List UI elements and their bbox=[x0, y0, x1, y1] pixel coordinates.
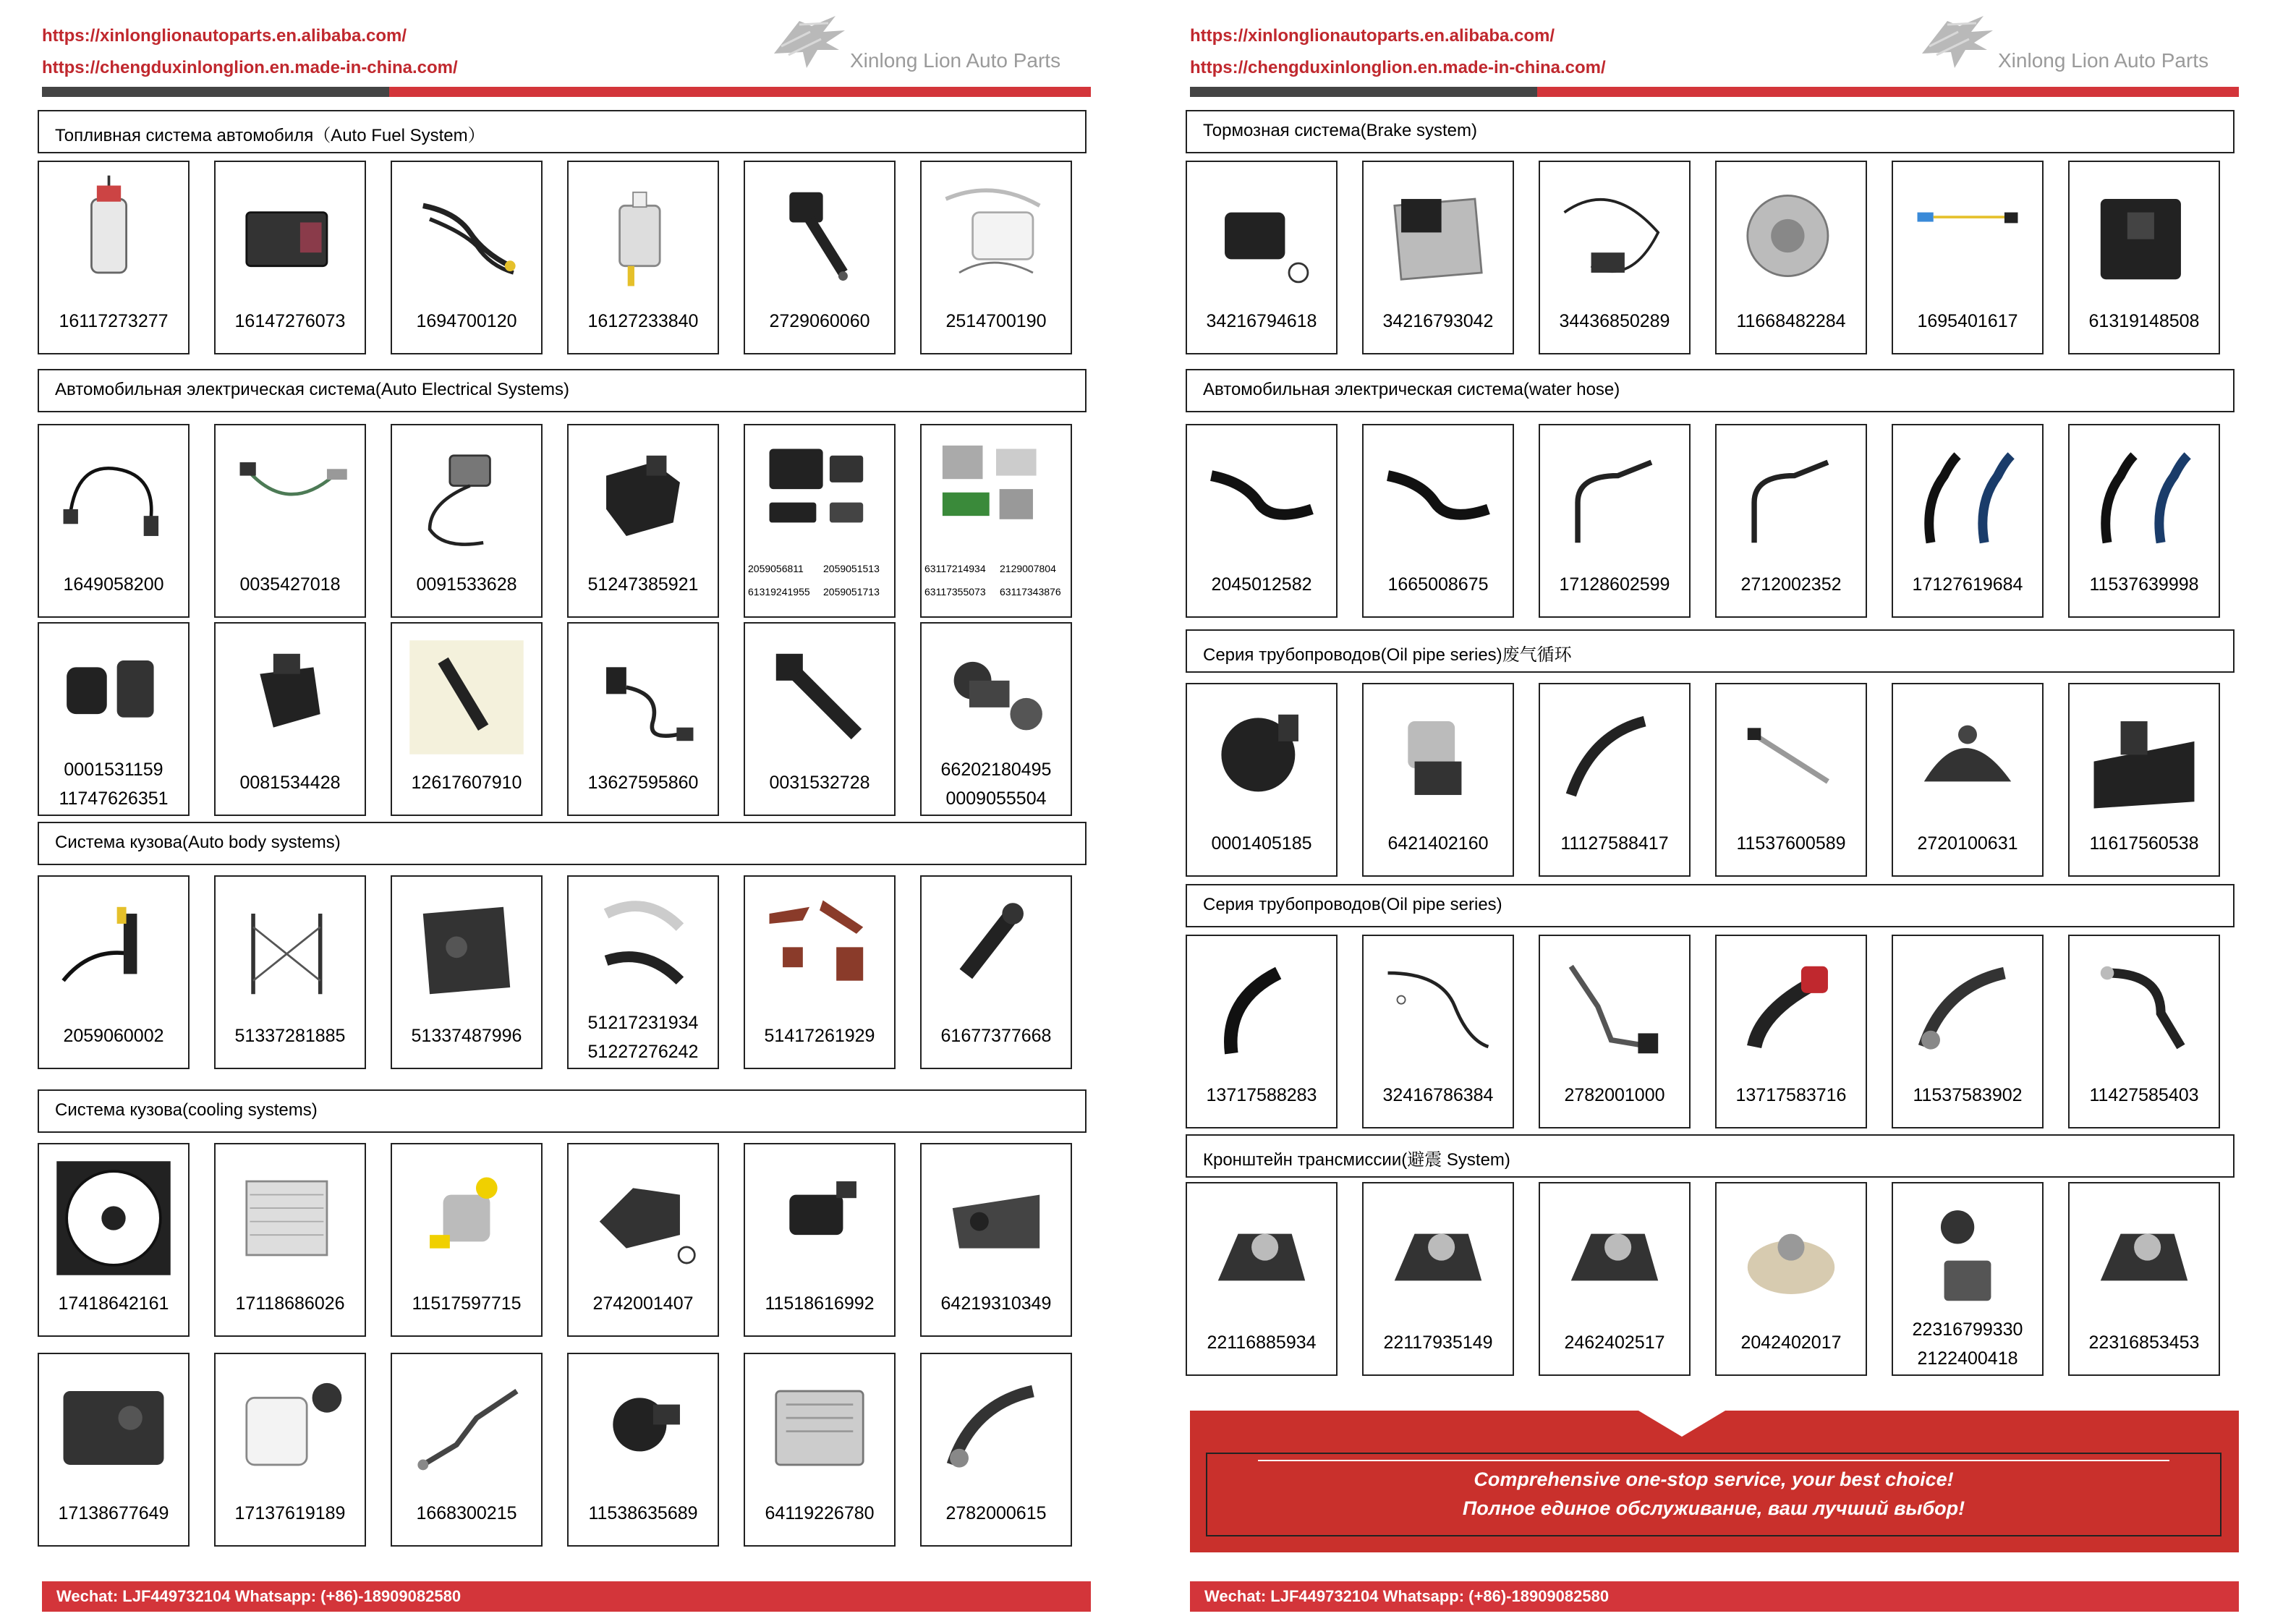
header-divider bbox=[42, 87, 1091, 97]
part-number: 17418642161 bbox=[58, 1293, 169, 1314]
slogan-box bbox=[1206, 1453, 2221, 1536]
slogan-english: Comprehensive one-stop service, your best choice! bbox=[1474, 1468, 1954, 1490]
part-number: 11538635689 bbox=[588, 1503, 698, 1523]
product-card bbox=[1186, 161, 1338, 354]
parking-sensor-icon bbox=[932, 629, 1060, 765]
part-number: 2742001407 bbox=[592, 1293, 694, 1314]
product-card bbox=[1186, 935, 1338, 1128]
contact-text: Wechat: LJF449732104 Whatsapp: (+86)-18909082580 bbox=[1204, 1587, 1610, 1605]
part-number: 22117935149 bbox=[1383, 1332, 1493, 1353]
nox-sensor-icon bbox=[403, 431, 530, 567]
part-number: 0001531159 bbox=[64, 760, 163, 780]
product-card bbox=[567, 622, 719, 816]
part-number: 11747626351 bbox=[59, 788, 169, 809]
contact-text: Wechat: LJF449732104 Whatsapp: (+86)-18909082580 bbox=[56, 1587, 462, 1605]
part-number: 61319148508 bbox=[2088, 311, 2200, 331]
abs-sensor-icon bbox=[50, 431, 177, 567]
product-card bbox=[744, 1143, 896, 1337]
product-card bbox=[214, 424, 366, 618]
header-divider bbox=[1190, 87, 2239, 97]
part-number: 61677377668 bbox=[940, 1026, 1052, 1046]
part-number: 0001405185 bbox=[1211, 833, 1312, 854]
product-card bbox=[391, 1143, 543, 1337]
product-card bbox=[567, 424, 719, 618]
diverter-valve-icon bbox=[50, 629, 177, 765]
water-pipe-icon bbox=[1727, 431, 1855, 567]
product-card bbox=[1186, 683, 1338, 877]
interior-trim-icon bbox=[756, 883, 883, 1019]
part-number: 11668482284 bbox=[1736, 311, 1846, 331]
lion-head-icon bbox=[767, 10, 854, 75]
part-number: 2059060002 bbox=[63, 1026, 164, 1046]
product-card bbox=[2068, 683, 2220, 877]
catalog-page-right bbox=[1148, 0, 2296, 1624]
radiator-icon bbox=[226, 1150, 354, 1286]
part-number: 11518616992 bbox=[765, 1293, 875, 1314]
part-number: 51337281885 bbox=[234, 1026, 346, 1046]
product-card bbox=[1892, 424, 2044, 618]
part-number: 2059051713 bbox=[823, 586, 880, 598]
coolant-pipe-icon bbox=[1904, 942, 2031, 1078]
air-pump-icon bbox=[1198, 690, 1325, 826]
water-pipe-icon bbox=[1551, 431, 1678, 567]
part-number: 51417261929 bbox=[764, 1026, 875, 1046]
store-links bbox=[42, 20, 458, 84]
lion-head-icon bbox=[1915, 10, 2002, 75]
part-number: 51247385921 bbox=[587, 574, 699, 595]
part-number: 63117355073 bbox=[924, 586, 986, 598]
product-row bbox=[1186, 424, 2242, 618]
part-number: 51227276242 bbox=[587, 1042, 699, 1062]
made-in-china-store-link[interactable]: https://chengduxinlonglion.en.made-in-china.com/ bbox=[42, 58, 458, 77]
product-row bbox=[38, 424, 1094, 618]
washer-nozzle-icon bbox=[50, 883, 177, 1019]
part-number: 11517597715 bbox=[412, 1293, 522, 1314]
product-card bbox=[2068, 161, 2220, 354]
heater-resistor-icon bbox=[756, 1360, 883, 1496]
section-header bbox=[38, 369, 1087, 412]
brand-name: Xinlong Lion Auto Parts bbox=[850, 49, 1061, 72]
trunk-lock-actuator-icon bbox=[579, 431, 707, 567]
part-number: 34436850289 bbox=[1559, 311, 1670, 331]
intake-cover-icon bbox=[2080, 690, 2208, 826]
part-number: 22316799330 bbox=[1912, 1319, 2023, 1340]
expansion-tank-icon bbox=[50, 1360, 177, 1496]
headlight-module-icon bbox=[932, 431, 1060, 567]
part-number: 32416786384 bbox=[1382, 1085, 1494, 1105]
part-number: 22116885934 bbox=[1207, 1332, 1317, 1353]
part-number: 63117343876 bbox=[1000, 586, 1061, 598]
part-number: 51337487996 bbox=[411, 1026, 522, 1046]
product-card bbox=[391, 875, 543, 1069]
product-card bbox=[1186, 1182, 1338, 1376]
window-regulator-icon bbox=[226, 883, 354, 1019]
product-card bbox=[1362, 1182, 1514, 1376]
product-card bbox=[1715, 161, 1867, 354]
part-number: 34216794618 bbox=[1206, 311, 1317, 331]
water-hose-pair-icon bbox=[1904, 431, 2031, 567]
coolant-pipe-icon bbox=[932, 1360, 1060, 1496]
slogan-russian: Полное единое обслуживание, ваш лучший выбор! bbox=[1462, 1497, 1965, 1519]
egr-valve-icon bbox=[1374, 690, 1502, 826]
made-in-china-store-link[interactable]: https://chengduxinlonglion.en.made-in-china.com/ bbox=[1190, 58, 1606, 77]
part-number: 11537639998 bbox=[2089, 574, 2199, 595]
water-hose-icon bbox=[1198, 431, 1325, 567]
part-number: 11537600589 bbox=[1736, 833, 1846, 854]
product-card bbox=[1186, 424, 1338, 618]
product-card bbox=[391, 622, 543, 816]
product-card bbox=[744, 875, 896, 1069]
section-title: Автомобильная электрическая система(water hose) bbox=[1203, 380, 1620, 399]
brake-actuator-icon bbox=[1198, 168, 1325, 304]
section-header bbox=[1186, 629, 2235, 673]
map-sensor-icon bbox=[226, 629, 354, 765]
engine-mount-icon bbox=[1374, 1189, 1502, 1325]
product-row bbox=[1186, 683, 2242, 877]
product-card bbox=[920, 161, 1072, 354]
part-number: 2720100631 bbox=[1917, 833, 2018, 854]
product-row bbox=[38, 1353, 1094, 1547]
product-card bbox=[1892, 161, 2044, 354]
product-row bbox=[38, 1143, 1094, 1337]
product-card bbox=[214, 622, 366, 816]
brand-logo bbox=[760, 7, 1092, 80]
product-card bbox=[2068, 935, 2220, 1128]
product-card bbox=[1539, 424, 1691, 618]
transmission-mount-icon bbox=[1727, 1189, 1855, 1325]
product-card bbox=[920, 1353, 1072, 1547]
oil-separator-icon bbox=[1904, 690, 2031, 826]
product-card bbox=[214, 875, 366, 1069]
section-header bbox=[1186, 110, 2235, 153]
product-card bbox=[567, 875, 719, 1069]
alibaba-store-link[interactable]: https://xinlonglionautoparts.en.alibaba.com/ bbox=[42, 26, 407, 46]
part-number: 34216793042 bbox=[1382, 311, 1494, 331]
product-card bbox=[38, 424, 190, 618]
section-header bbox=[38, 110, 1087, 153]
product-card bbox=[391, 424, 543, 618]
part-number: 0031532728 bbox=[769, 773, 870, 793]
headlight-washer-icon bbox=[932, 883, 1060, 1019]
oil-pipe-icon bbox=[1551, 942, 1678, 1078]
product-row bbox=[1186, 935, 2242, 1128]
door-panel-regulator-icon bbox=[403, 883, 530, 1019]
part-number: 61319241955 bbox=[748, 586, 810, 598]
camshaft-sensor-icon bbox=[756, 629, 883, 765]
brand-name: Xinlong Lion Auto Parts bbox=[1998, 49, 2209, 72]
product-card bbox=[38, 1353, 190, 1547]
part-number: 13717583716 bbox=[1735, 1085, 1847, 1105]
product-card bbox=[744, 622, 896, 816]
product-card bbox=[920, 424, 1072, 618]
product-card bbox=[38, 1143, 190, 1337]
crankshaft-sensor-icon bbox=[579, 629, 707, 765]
radiator-fan-icon bbox=[50, 1150, 177, 1286]
section-title: Система кузова(cooling systems) bbox=[55, 1100, 318, 1120]
product-card bbox=[214, 161, 366, 354]
brake-caliper-icon bbox=[1374, 168, 1502, 304]
part-number: 63117214934 bbox=[924, 563, 986, 574]
part-number: 6421402160 bbox=[1387, 833, 1489, 854]
product-card bbox=[744, 161, 896, 354]
part-number: 11537583902 bbox=[1913, 1085, 2023, 1105]
section-title: Кронштейн трансмиссии(避震 System) bbox=[1203, 1150, 1510, 1170]
product-card bbox=[567, 1143, 719, 1337]
product-card bbox=[38, 622, 190, 816]
section-title: Серия трубопроводов(Oil pipe series) bbox=[1203, 895, 1502, 914]
product-card bbox=[214, 1353, 366, 1547]
part-number: 2782001000 bbox=[1564, 1085, 1665, 1105]
section-title: Автомобильная электрическая система(Auto Electrical Systems) bbox=[55, 380, 569, 399]
engine-mount-icon bbox=[2080, 1189, 2208, 1325]
fuel-pump-icon bbox=[50, 168, 177, 304]
section-title: Система кузова(Auto body systems) bbox=[55, 833, 341, 852]
part-number: 11617560538 bbox=[2089, 833, 2199, 854]
section-title-chinese: 废气循环 bbox=[1502, 645, 1572, 665]
part-number: 1649058200 bbox=[63, 574, 164, 595]
section-title: Тормозная система(Brake system) bbox=[1203, 121, 1478, 140]
coolant-reservoir-icon bbox=[226, 1360, 354, 1496]
door-handle-icon bbox=[579, 883, 707, 1019]
product-card bbox=[1362, 161, 1514, 354]
part-number: 11127588417 bbox=[1560, 833, 1669, 854]
product-card bbox=[2068, 424, 2220, 618]
product-card bbox=[920, 875, 1072, 1069]
thermostat-housing-icon bbox=[579, 1150, 707, 1286]
part-number: 0035427018 bbox=[239, 574, 341, 595]
part-number: 0009055504 bbox=[945, 788, 1047, 809]
alibaba-store-link[interactable]: https://xinlonglionautoparts.en.alibaba.com/ bbox=[1190, 26, 1555, 46]
part-number: 2129007804 bbox=[1000, 563, 1056, 574]
ac-hose-icon bbox=[403, 1360, 530, 1496]
part-number: 1695401617 bbox=[1917, 311, 2018, 331]
product-card bbox=[744, 424, 896, 618]
product-row bbox=[1186, 161, 2242, 354]
part-number: 2122400418 bbox=[1917, 1348, 2018, 1369]
product-card bbox=[1362, 683, 1514, 877]
product-card bbox=[920, 622, 1072, 816]
part-number: 51217231934 bbox=[587, 1013, 699, 1033]
product-card bbox=[1539, 683, 1691, 877]
part-number: 17137619189 bbox=[234, 1503, 346, 1523]
section-header bbox=[1186, 1134, 2235, 1178]
oil-cooler-pipe-icon bbox=[2080, 942, 2208, 1078]
product-card bbox=[1539, 935, 1691, 1128]
heater-valve-icon bbox=[932, 1150, 1060, 1286]
product-row bbox=[38, 622, 1094, 816]
small-pipe-icon bbox=[1727, 690, 1855, 826]
part-number: 2729060060 bbox=[769, 311, 870, 331]
product-card bbox=[567, 1353, 719, 1547]
product-card bbox=[391, 161, 543, 354]
section-header bbox=[38, 822, 1087, 865]
product-card bbox=[920, 1143, 1072, 1337]
part-number: 2045012582 bbox=[1211, 574, 1312, 595]
engine-mount-icon bbox=[1198, 1189, 1325, 1325]
fuel-line-icon bbox=[403, 168, 530, 304]
product-row bbox=[38, 875, 1094, 1069]
part-number: 2462402517 bbox=[1564, 1332, 1665, 1353]
part-number: 16147276073 bbox=[234, 311, 346, 331]
breather-hose-icon bbox=[1551, 690, 1678, 826]
section-title: Топливная система автомобиля（Auto Fuel System） bbox=[55, 126, 485, 145]
control-module-icon bbox=[226, 168, 354, 304]
product-card bbox=[1715, 935, 1867, 1128]
part-number: 1665008675 bbox=[1387, 574, 1489, 595]
part-number: 1668300215 bbox=[416, 1503, 517, 1523]
ignition-coil-icon bbox=[756, 168, 883, 304]
slogan-banner bbox=[1190, 1411, 2239, 1552]
section-header bbox=[1186, 884, 2235, 927]
product-row bbox=[38, 161, 1094, 354]
part-number: 2059056811 bbox=[748, 563, 804, 574]
product-row bbox=[1186, 1182, 2242, 1376]
part-number: 64219310349 bbox=[940, 1293, 1052, 1314]
section-header bbox=[38, 1089, 1087, 1133]
part-number: 64119226780 bbox=[765, 1503, 875, 1523]
part-number: 0091533628 bbox=[416, 574, 517, 595]
brake-switch-icon bbox=[2080, 168, 2208, 304]
electric-water-pump-icon bbox=[756, 1150, 883, 1286]
product-card bbox=[1892, 683, 2044, 877]
product-card bbox=[391, 1353, 543, 1547]
part-number: 2514700190 bbox=[945, 311, 1047, 331]
product-card bbox=[38, 875, 190, 1069]
part-number: 0081534428 bbox=[239, 773, 341, 793]
part-number: 17138677649 bbox=[58, 1503, 169, 1523]
part-number: 17127619684 bbox=[1912, 574, 2023, 595]
contact-footer bbox=[42, 1581, 1091, 1612]
part-number: 2059051513 bbox=[823, 563, 880, 574]
intake-hose-icon bbox=[1198, 942, 1325, 1078]
parking-brake-cable-icon bbox=[1551, 168, 1678, 304]
brake-wear-sensor-icon bbox=[1904, 168, 2031, 304]
store-links bbox=[1190, 20, 1606, 84]
part-number: 2782000615 bbox=[945, 1503, 1047, 1523]
product-card bbox=[1362, 424, 1514, 618]
product-card bbox=[1539, 1182, 1691, 1376]
part-number: 2712002352 bbox=[1740, 574, 1842, 595]
part-number: 12617607910 bbox=[411, 773, 522, 793]
part-number: 13717588283 bbox=[1206, 1085, 1317, 1105]
part-number: 17118686026 bbox=[235, 1293, 345, 1314]
oxygen-sensor-icon bbox=[226, 431, 354, 567]
turbo-hose-icon bbox=[1727, 942, 1855, 1078]
vacuum-pump-icon bbox=[1727, 168, 1855, 304]
part-number: 16117273277 bbox=[59, 311, 169, 331]
section-title: Серия трубопроводов(Oil pipe series) bbox=[1203, 645, 1502, 665]
part-number: 17128602599 bbox=[1559, 574, 1670, 595]
product-card bbox=[214, 1143, 366, 1337]
part-number: 22316853453 bbox=[2088, 1332, 2200, 1353]
water-pump-icon bbox=[403, 1150, 530, 1286]
product-card bbox=[567, 161, 719, 354]
product-card bbox=[1715, 1182, 1867, 1376]
water-hose-icon bbox=[1374, 431, 1502, 567]
product-card bbox=[744, 1353, 896, 1547]
product-card bbox=[1539, 161, 1691, 354]
product-card bbox=[38, 161, 190, 354]
contact-footer bbox=[1190, 1581, 2239, 1612]
fuel-tank-hose-icon bbox=[932, 168, 1060, 304]
part-number: 11427585403 bbox=[2089, 1085, 2199, 1105]
position-sensor-icon bbox=[403, 629, 530, 765]
engine-mount-icon bbox=[1551, 1189, 1678, 1325]
section-header bbox=[1186, 369, 2235, 412]
product-card bbox=[1362, 935, 1514, 1128]
part-number: 1694700120 bbox=[416, 311, 517, 331]
product-card bbox=[1715, 683, 1867, 877]
product-card bbox=[1892, 935, 2044, 1128]
product-card bbox=[2068, 1182, 2220, 1376]
thermostat-icon bbox=[579, 1360, 707, 1496]
window-switch-icon bbox=[756, 431, 883, 567]
water-hose-pair-icon bbox=[2080, 431, 2208, 567]
product-card bbox=[1715, 424, 1867, 618]
part-number: 16127233840 bbox=[587, 311, 699, 331]
fuel-filter-icon bbox=[579, 168, 707, 304]
part-number: 66202180495 bbox=[940, 760, 1052, 780]
product-card bbox=[1892, 1182, 2044, 1376]
mount-pair-icon bbox=[1904, 1189, 2031, 1325]
part-number: 2042402017 bbox=[1740, 1332, 1842, 1353]
brand-logo bbox=[1908, 7, 2240, 80]
part-number: 13627595860 bbox=[587, 773, 699, 793]
power-steering-hose-icon bbox=[1374, 942, 1502, 1078]
